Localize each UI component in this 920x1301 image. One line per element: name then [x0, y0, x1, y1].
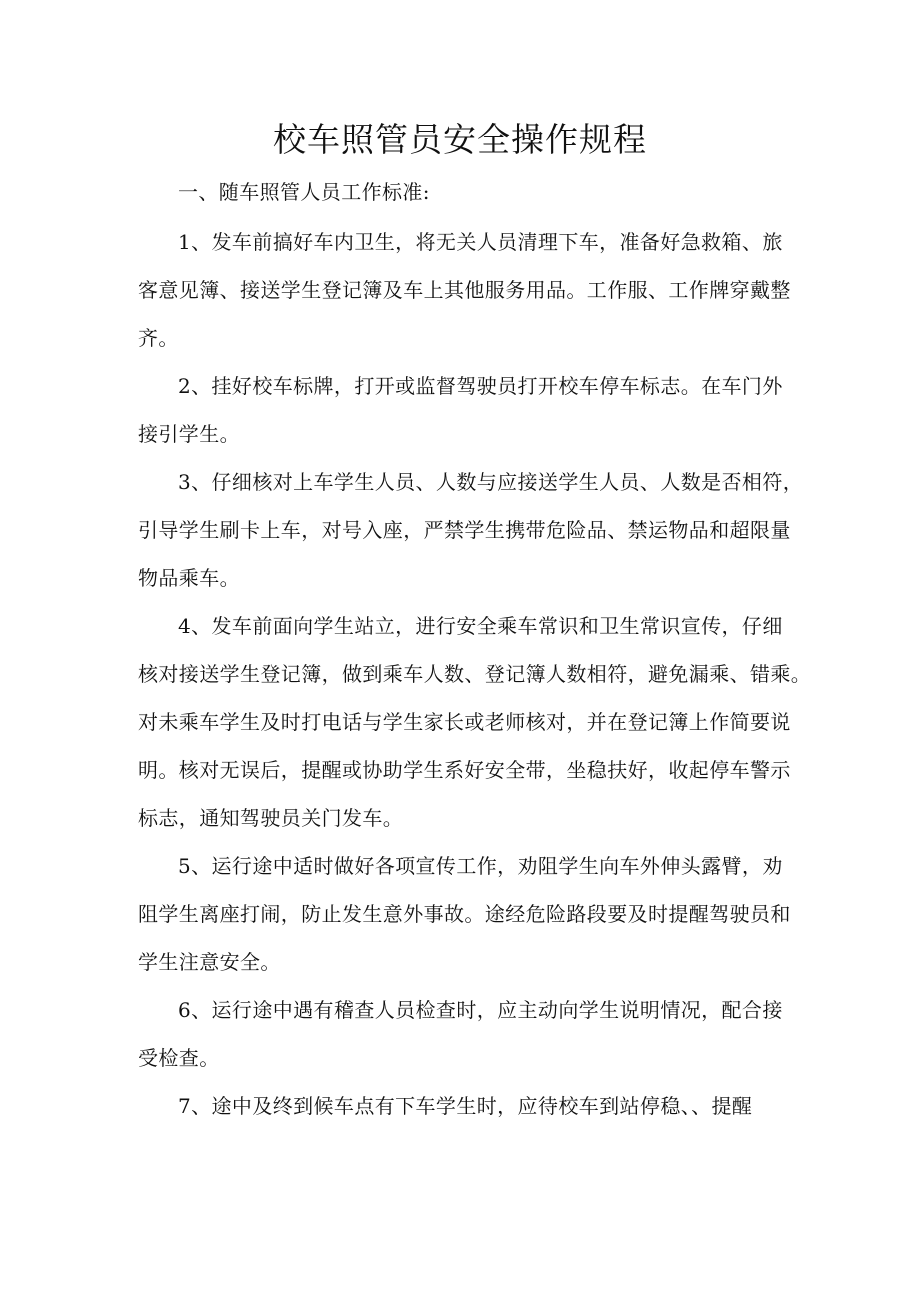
paragraph-line: 5、运行途中适时做好各项宣传工作，劝阻学生向车外伸头露臂，劝 — [178, 854, 783, 878]
paragraph-2 — [138, 362, 788, 458]
paragraph-4 — [138, 602, 812, 842]
paragraph-line: 7、途中及终到候车点有下车学生时，应待校车到站停稳、、提醒 — [178, 1094, 753, 1118]
paragraph-line: 标志，通知驾驶员关门发车。 — [138, 806, 404, 830]
paragraph-line: 明。核对无误后，提醒或协助学生系好安全带，坐稳扶好，收起停车警示 — [138, 758, 791, 782]
paragraph-line: 一、随车照管人员工作标准: — [178, 180, 430, 204]
paragraph-line: 对未乘车学生及时打电话与学生家长或老师核对，并在登记簿上作简要说 — [138, 710, 791, 734]
paragraph-line: 1、发车前搞好车内卫生，将无关人员清理下车，准备好急救箱、旅 — [178, 230, 783, 254]
paragraph-line: 4、发车前面向学生站立，进行安全乘车常识和卫生常识宣传，仔细 — [178, 614, 783, 638]
paragraph-5 — [138, 842, 791, 986]
paragraph-6 — [138, 986, 788, 1082]
paragraph-line: 引导学生刷卡上车，对号入座，严禁学生携带危险品、禁运物品和超限量 — [138, 518, 791, 542]
paragraph-3 — [138, 458, 804, 602]
paragraph-line: 阻学生离座打闹，防止发生意外事故。途经危险路段要及时提醒驾驶员和 — [138, 902, 791, 926]
document-title: 校车照管员安全操作规程 — [273, 120, 647, 159]
paragraph-line: 6、运行途中遇有稽查人员检查时，应主动向学生说明情况，配合接 — [178, 998, 783, 1022]
paragraph-line: 物品乘车。 — [138, 566, 240, 590]
paragraph-1 — [138, 218, 791, 362]
paragraph-7 — [138, 1082, 788, 1130]
document-body — [138, 168, 812, 1130]
paragraph-line: 核对接送学生登记簿，做到乘车人数、登记簿人数相符，避免漏乘、错乘。 — [138, 662, 812, 686]
paragraph-line: 3、仔细核对上车学生人员、人数与应接送学生人员、人数是否相符， — [178, 470, 804, 494]
paragraph-line: 受检查。 — [138, 1046, 220, 1070]
paragraph-line: 学生注意安全。 — [138, 950, 281, 974]
paragraph-line: 2、挂好校车标牌，打开或监督驾驶员打开校车停车标志。在车门外 — [178, 374, 783, 398]
paragraph-line: 客意见簿、接送学生登记簿及车上其他服务用品。工作服、工作牌穿戴整 — [138, 278, 791, 302]
paragraph-line: 接引学生。 — [138, 422, 240, 446]
paragraph-line: 齐。 — [138, 326, 179, 350]
section-heading — [138, 168, 788, 216]
